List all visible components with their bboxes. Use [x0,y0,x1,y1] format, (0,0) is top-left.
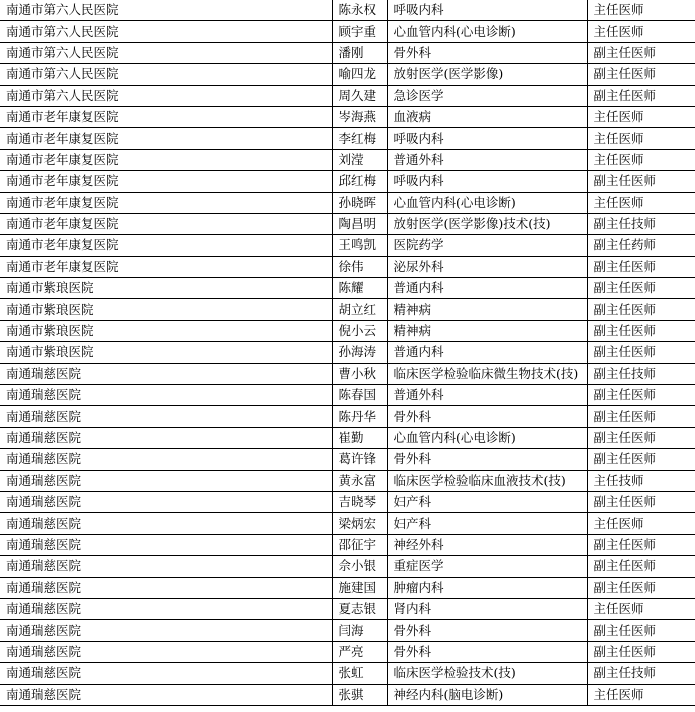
title-cell: 副主任医师 [587,85,695,106]
name-cell: 孙海涛 [332,342,387,363]
name-cell: 陈耀 [332,278,387,299]
hospital-cell: 南通市老年康复医院 [0,256,332,277]
hospital-cell: 南通市老年康复医院 [0,192,332,213]
name-cell: 葛许锋 [332,449,387,470]
department-cell: 肿瘤内科 [387,577,587,598]
hospital-cell: 南通市紫琅医院 [0,320,332,341]
hospital-cell: 南通瑞慈医院 [0,363,332,384]
title-cell: 副主任医师 [587,278,695,299]
name-cell: 施建国 [332,577,387,598]
table-row [0,470,695,491]
hospital-cell: 南通瑞慈医院 [0,684,332,705]
hospital-cell: 南通瑞慈医院 [0,427,332,448]
department-cell: 临床医学检验临床血液技术(技) [387,470,587,491]
name-cell: 陈永权 [332,0,387,21]
hospital-cell: 南通瑞慈医院 [0,620,332,641]
title-cell: 主任医师 [587,513,695,534]
department-cell: 骨外科 [387,42,587,63]
hospital-cell: 南通瑞慈医院 [0,641,332,662]
table-row [0,663,695,684]
hospital-cell: 南通市老年康复医院 [0,235,332,256]
title-cell: 副主任医师 [587,342,695,363]
hospital-cell: 南通市老年康复医院 [0,171,332,192]
hospital-cell: 南通市老年康复医院 [0,106,332,127]
title-cell: 主任医师 [587,128,695,149]
department-cell: 妇产科 [387,491,587,512]
table-row [0,342,695,363]
table-row [0,213,695,234]
name-cell: 佘小银 [332,556,387,577]
name-cell: 曹小秋 [332,363,387,384]
title-cell: 副主任医师 [587,385,695,406]
title-cell: 副主任医师 [587,620,695,641]
department-cell: 骨外科 [387,449,587,470]
hospital-cell: 南通瑞慈医院 [0,577,332,598]
table-row [0,363,695,384]
department-cell: 医院药学 [387,235,587,256]
department-cell: 重症医学 [387,556,587,577]
hospital-cell: 南通市第六人民医院 [0,0,332,21]
name-cell: 严亮 [332,641,387,662]
title-cell: 副主任医师 [587,534,695,555]
department-cell: 肾内科 [387,598,587,619]
name-cell: 陶昌明 [332,213,387,234]
department-cell: 神经外科 [387,534,587,555]
department-cell: 普通外科 [387,385,587,406]
title-cell: 副主任医师 [587,427,695,448]
table-row [0,42,695,63]
table-row [0,149,695,170]
name-cell: 孙晓晖 [332,192,387,213]
table-row [0,299,695,320]
department-cell: 心血管内科(心电诊断) [387,192,587,213]
table-row [0,235,695,256]
name-cell: 吉晓琴 [332,491,387,512]
department-cell: 急诊医学 [387,85,587,106]
name-cell: 夏志银 [332,598,387,619]
department-cell: 血液病 [387,106,587,127]
table-row [0,385,695,406]
name-cell: 顾宇重 [332,21,387,42]
department-cell: 泌尿外科 [387,256,587,277]
department-cell: 精神病 [387,299,587,320]
title-cell: 主任技师 [587,470,695,491]
name-cell: 喻四龙 [332,64,387,85]
title-cell: 副主任医师 [587,256,695,277]
name-cell: 邵征宇 [332,534,387,555]
title-cell: 主任医师 [587,149,695,170]
department-cell: 放射医学(医学影像) [387,64,587,85]
title-cell: 主任医师 [587,21,695,42]
title-cell: 副主任医师 [587,320,695,341]
hospital-cell: 南通市第六人民医院 [0,21,332,42]
name-cell: 张骐 [332,684,387,705]
department-cell: 心血管内科(心电诊断) [387,427,587,448]
hospital-cell: 南通瑞慈医院 [0,556,332,577]
name-cell: 崔勤 [332,427,387,448]
table-row [0,598,695,619]
title-cell: 副主任医师 [587,491,695,512]
hospital-cell: 南通瑞慈医院 [0,663,332,684]
name-cell: 邱红梅 [332,171,387,192]
hospital-cell: 南通瑞慈医院 [0,406,332,427]
department-cell: 普通内科 [387,342,587,363]
hospital-cell: 南通瑞慈医院 [0,598,332,619]
table-row [0,64,695,85]
name-cell: 徐伟 [332,256,387,277]
table-row [0,171,695,192]
name-cell: 陈丹华 [332,406,387,427]
hospital-cell: 南通瑞慈医院 [0,470,332,491]
table-row [0,556,695,577]
title-cell: 主任医师 [587,106,695,127]
title-cell: 副主任医师 [587,64,695,85]
department-cell: 临床医学检验临床微生物技术(技) [387,363,587,384]
department-cell: 呼吸内科 [387,0,587,21]
hospital-cell: 南通瑞慈医院 [0,534,332,555]
department-cell: 骨外科 [387,641,587,662]
department-cell: 呼吸内科 [387,171,587,192]
table-row [0,427,695,448]
name-cell: 闫海 [332,620,387,641]
table-row [0,320,695,341]
title-cell: 副主任技师 [587,213,695,234]
hospital-cell: 南通市紫琅医院 [0,299,332,320]
department-cell: 普通内科 [387,278,587,299]
name-cell: 黄永富 [332,470,387,491]
hospital-cell: 南通市老年康复医院 [0,213,332,234]
table-row [0,620,695,641]
title-cell: 副主任医师 [587,556,695,577]
title-cell: 副主任医师 [587,299,695,320]
hospital-cell: 南通市老年康复医院 [0,128,332,149]
title-cell: 主任医师 [587,684,695,705]
table-row [0,0,695,21]
hospital-cell: 南通市第六人民医院 [0,85,332,106]
department-cell: 妇产科 [387,513,587,534]
table-row [0,85,695,106]
title-cell: 副主任医师 [587,449,695,470]
hospital-cell: 南通市老年康复医院 [0,149,332,170]
name-cell: 岑海燕 [332,106,387,127]
department-cell: 骨外科 [387,406,587,427]
table-row [0,684,695,705]
table-row [0,513,695,534]
hospital-cell: 南通市第六人民医院 [0,42,332,63]
table-row [0,106,695,127]
department-cell: 神经内科(脑电诊断) [387,684,587,705]
name-cell: 梁炳宏 [332,513,387,534]
hospital-cell: 南通市第六人民医院 [0,64,332,85]
table-row [0,128,695,149]
name-cell: 陈春国 [332,385,387,406]
department-cell: 普通外科 [387,149,587,170]
department-cell: 骨外科 [387,620,587,641]
hospital-cell: 南通瑞慈医院 [0,449,332,470]
department-cell: 呼吸内科 [387,128,587,149]
department-cell: 心血管内科(心电诊断) [387,21,587,42]
title-cell: 副主任医师 [587,171,695,192]
table-row [0,192,695,213]
hospital-cell: 南通市紫琅医院 [0,278,332,299]
table-row [0,21,695,42]
table-row [0,449,695,470]
title-cell: 副主任医师 [587,577,695,598]
title-cell: 副主任医师 [587,641,695,662]
title-cell: 副主任药师 [587,235,695,256]
table-row [0,256,695,277]
title-cell: 副主任医师 [587,42,695,63]
table-row [0,406,695,427]
name-cell: 王鸣凯 [332,235,387,256]
name-cell: 周久建 [332,85,387,106]
table-row [0,577,695,598]
title-cell: 主任医师 [587,192,695,213]
table-row [0,491,695,512]
name-cell: 张虹 [332,663,387,684]
title-cell: 副主任技师 [587,363,695,384]
name-cell: 李红梅 [332,128,387,149]
title-cell: 副主任技师 [587,663,695,684]
department-cell: 放射医学(医学影像)技术(技) [387,213,587,234]
name-cell: 胡立红 [332,299,387,320]
department-cell: 临床医学检验技术(技) [387,663,587,684]
name-cell: 倪小云 [332,320,387,341]
name-cell: 潘刚 [332,42,387,63]
hospital-cell: 南通瑞慈医院 [0,385,332,406]
department-cell: 精神病 [387,320,587,341]
table-row [0,534,695,555]
name-cell: 刘滢 [332,149,387,170]
table-row [0,278,695,299]
hospital-cell: 南通瑞慈医院 [0,513,332,534]
title-cell: 副主任医师 [587,406,695,427]
table-row [0,641,695,662]
title-cell: 主任医师 [587,598,695,619]
hospital-cell: 南通瑞慈医院 [0,491,332,512]
title-cell: 主任医师 [587,0,695,21]
hospital-cell: 南通市紫琅医院 [0,342,332,363]
